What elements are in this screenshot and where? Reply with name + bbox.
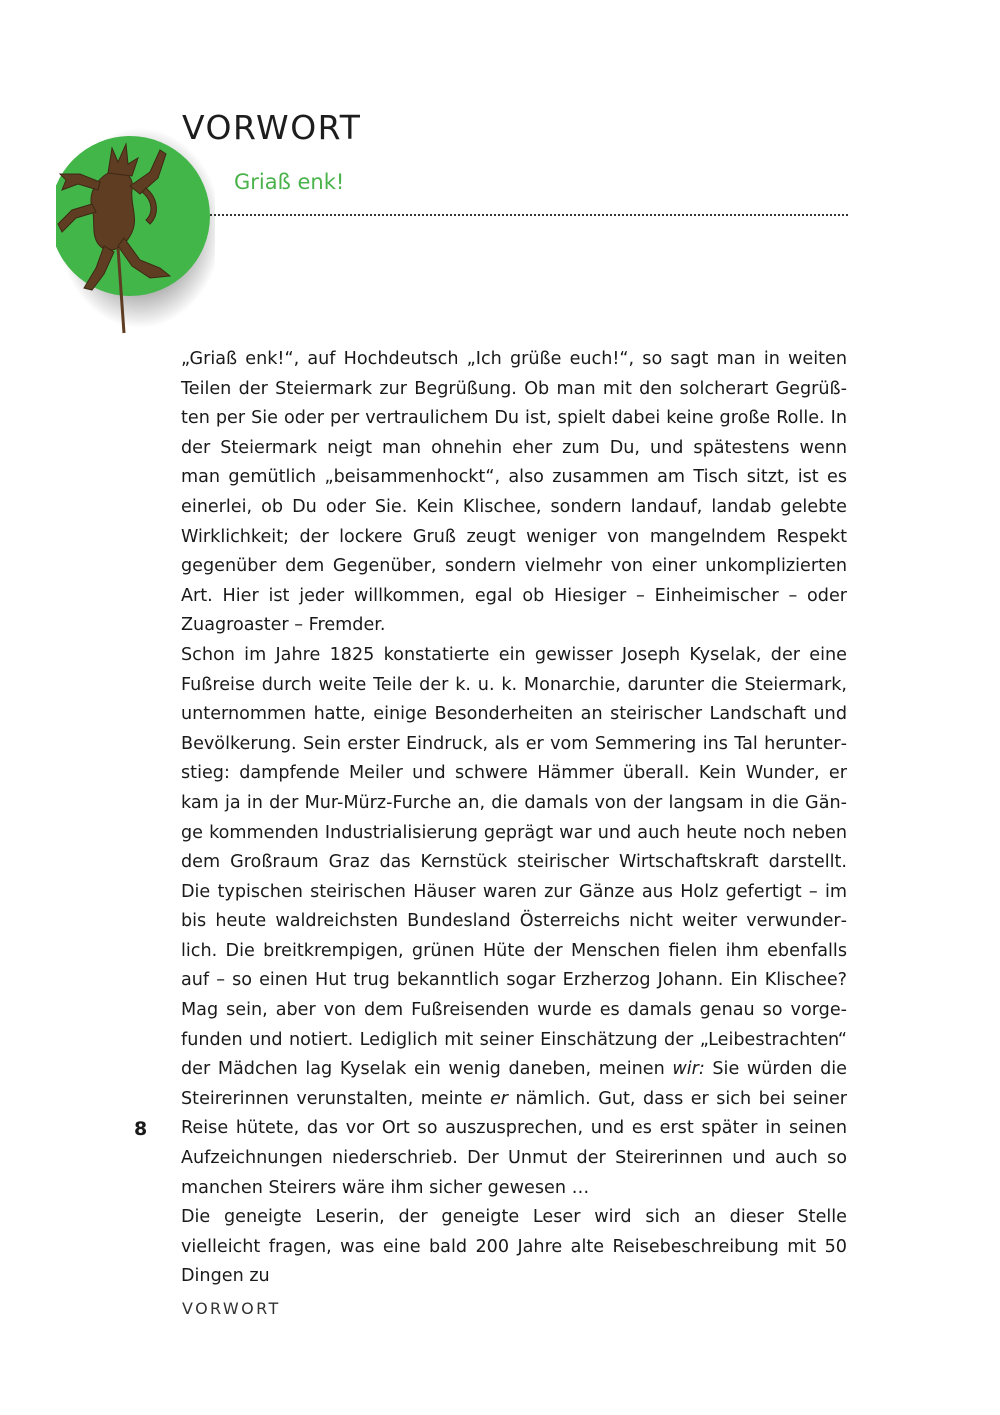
paragraph-1: „Griaß enk!“, auf Hochdeutsch „Ich grüße euch!“, so sagt man in weiten Teilen der Steiermark zur Begrüßung. Ob man mit den solcherart Gegrüßten per Sie oder per vertraulichem Du ist, spielt dabei keine große Rolle. In der Steiermark neigt man ohnehin eher zum Du, und spätestens wenn man gemütlich „beisammenhockt“, also zusammen am Tisch sitzt, ist es einerlei, ob Du oder Sie. Kein Klischee, sondern landauf, landab gelebte Wirklichkeit; der lockere Gruß zeugt weniger von mangelndem Respekt gegenüber dem Gegenüber, sondern vielmehr von einer unkomplizierten Art. Hier ist jeder willkommen, egal ob Hiesiger – Einheimischer – oder Zuagroaster – Fremder. xyxy=(181,349,847,636)
paragraph-3: Die geneigte Leserin, der geneigte Leser wird sich an dieser Stelle vielleicht fragen, was eine bald 200 Jahre alte Reisebeschreibung mit 50 Dingen zu xyxy=(181,1207,847,1287)
paragraph-2-text-b: Sie würden die Steirerinnen verunstalten, meinte xyxy=(181,1059,847,1109)
chapter-subtitle: Griaß enk! xyxy=(234,170,345,194)
page-number: 8 xyxy=(134,1118,148,1140)
steirischer-panther-icon xyxy=(0,128,215,338)
chapter-emblem xyxy=(0,128,215,338)
emphasis-er: er xyxy=(489,1088,509,1109)
emphasis-wir: wir: xyxy=(672,1059,705,1080)
paragraph-2 xyxy=(181,641,847,1203)
paragraph-2-text-c: nämlich. Gut, dass er sich bei seiner Reise hütete, das vor Ort so auszusprechen, und es erst später in seinen Aufzeichnungen niederschrieb. Der Unmut der Steirerinnen und auch so manchen Steirers wäre ihm sicher gewesen … xyxy=(181,1088,848,1198)
body-text xyxy=(181,345,847,1292)
dotted-divider xyxy=(210,214,848,216)
paragraph-2-text-a: Schon im Jahre 1825 konstatierte ein gewisser Joseph Kyselak, der eine Fußreise durch weite Teile der k. u. k. Monarchie, darunter die Steiermark, unternommen hatte, einige Besonderheiten an steirischer Landschaft und Bevölkerung. Sein erster Eindruck, als er vom Semmering ins Tal herunterstieg: dampfende Meiler und schwere Hämmer überall. Kein Wunder, er kam ja in der Mur-Mürz-Furche an, die damals von der langsam in die Gänge kommenden Industrialisierung geprägt war und auch heute noch neben dem Großraum Graz das Kernstück steirischer Wirtschaftskraft darstellt. Die typischen steirischen Häuser waren zur Gänze aus Holz gefertigt – im bis heute waldreichsten Bundesland Österreichs nicht weiter verwunderlich. Die breitkrempigen, grünen Hüte der Menschen fielen ihm ebenfalls auf – so einen Hut trug bekanntlich sogar Erzherzog Johann. Ein Klischee? Mag sein, aber von dem Fußreisenden wurde es damals genau so vorgefunden und notiert. Lediglich mit seiner Einschätzung der „Leibestrachten“ der Mädchen lag Kyselak ein wenig daneben, meinen xyxy=(181,644,847,1080)
running-head: VORWORT xyxy=(182,1299,281,1318)
chapter-title: VORWORT xyxy=(182,108,362,147)
